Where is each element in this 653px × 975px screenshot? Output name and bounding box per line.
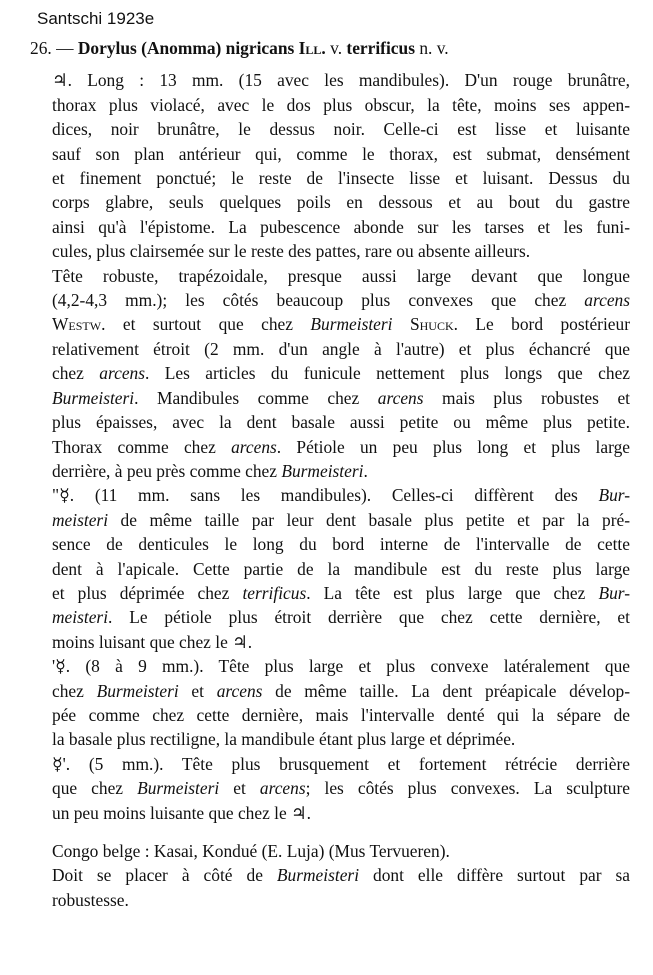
- heading-number: 26.: [30, 38, 52, 58]
- text-line: thorax plus violacé, avec le dos plus obscur, la tête, moins ses appen-: [52, 94, 630, 115]
- text-line: sauf son plan antérieur qui, comme le thorax, est submat, densément: [52, 143, 630, 164]
- text-line: et finement ponctué; le reste de l'insecte lisse et luisant. Dessus du: [52, 168, 630, 189]
- text-line: Tête robuste, trapézoidale, presque aussi large devant que longue: [52, 265, 630, 286]
- text-line: la basale plus rectiligne, la mandibule étant plus large et déprimée.: [52, 729, 516, 750]
- text-line: meisteri de même taille par leur dent basale plus petite et par la pré-: [52, 509, 630, 530]
- text-line: plus épaisses, avec la dent basale aussi petite ou même plus petite.: [52, 412, 630, 433]
- text-line: Thorax comme chez arcens. Pétiole un peu plus long et plus large: [52, 436, 630, 457]
- text-line: chez arcens. Les articles du funicule nettement plus longs que chez: [52, 363, 631, 384]
- text-line: ☿'. (5 mm.). Tête plus brusquement et fortement rétrécie derrière: [52, 753, 630, 774]
- text-line: et plus déprimée chez terrificus. La tête est plus large que chez Bur-: [52, 582, 630, 603]
- text-line: que chez Burmeisteri et arcens; les côtés plus convexes. La sculpture: [52, 778, 630, 799]
- text-line: "☿. (11 mm. sans les mandibules). Celles-ci diffèrent des Bur-: [52, 485, 630, 506]
- locality-line: Congo belge : Kasai, Kondué (E. Luja) (Mus Tervueren).: [52, 841, 450, 861]
- paragraph-minima-worker: [30, 752, 630, 825]
- heading-dash: —: [56, 38, 74, 58]
- citation-label: Santschi 1923e: [37, 9, 155, 28]
- species-heading: [30, 36, 630, 60]
- text-line: Westw. et surtout que chez Burmeisteri Shuck. Le bord postérieur: [52, 314, 630, 335]
- document-body: [30, 36, 630, 912]
- paragraph-major-worker: [30, 68, 630, 263]
- text-line: moins luisant que chez le ♃.: [52, 631, 253, 652]
- heading-author: Ill.: [298, 38, 326, 58]
- text-line: dent à l'apicale. Cette partie de la mandibule est du reste plus large: [52, 558, 630, 579]
- text-line: chez Burmeisteri et arcens de même taille. La dent préapicale dévelop-: [52, 680, 631, 701]
- text-line: '☿. (8 à 9 mm.). Tête plus large et plus convexe latéralement que: [52, 656, 630, 677]
- heading-status: n. v.: [419, 38, 449, 58]
- text-line: sence de denticules le long du bord interne de l'intervalle de cette: [52, 534, 630, 555]
- text-line: meisteri. Le pétiole plus étroit derrière que chez cette dernière, et: [52, 607, 630, 628]
- text-line: (4,2-4,3 mm.); les côtés beaucoup plus convexes que chez arcens: [52, 290, 630, 311]
- heading-var: v.: [330, 38, 343, 58]
- text-line: Doit se placer à côté de Burmeisteri dont elle diffère surtout par sa: [52, 865, 630, 886]
- text-line: derrière, à peu près comme chez Burmeisteri.: [52, 460, 368, 481]
- text-line: ♃. Long : 13 mm. (15 avec les mandibules). D'un rouge brunâtre,: [52, 70, 630, 91]
- paragraph-head-description: [30, 264, 630, 484]
- text-line: dices, noir brunâtre, le dessus noir. Celle-ci est lisse et luisante: [52, 119, 630, 140]
- paragraph-minor-worker: [30, 654, 630, 752]
- text-line: robustesse.: [52, 889, 129, 910]
- text-line: ainsi qu'à l'épistome. La pubescence abonde sur les tarses et les funi-: [52, 216, 630, 237]
- heading-name: Dorylus (Anomma) nigricans: [77, 38, 295, 58]
- text-line: Burmeisteri. Mandibules comme chez arcens mais plus robustes et: [52, 387, 630, 408]
- paragraph-media-worker: [30, 483, 630, 654]
- text-line: corps glabre, seuls quelques poils en dessous et au bout du gastre: [52, 192, 630, 213]
- text-line: relativement étroit (2 mm. d'un angle à l'autre) et plus échancré que: [52, 338, 630, 359]
- text-line: pée comme chez cette dernière, mais l'intervalle denté qui la sépare de: [52, 704, 630, 725]
- text-line: un peu moins luisante que chez le ♃.: [52, 802, 311, 823]
- closing-paragraph: [30, 863, 630, 912]
- heading-variety: terrificus: [346, 38, 415, 58]
- text-line: cules, plus clairsemée sur le reste des pattes, rare ou absente ailleurs.: [52, 241, 531, 262]
